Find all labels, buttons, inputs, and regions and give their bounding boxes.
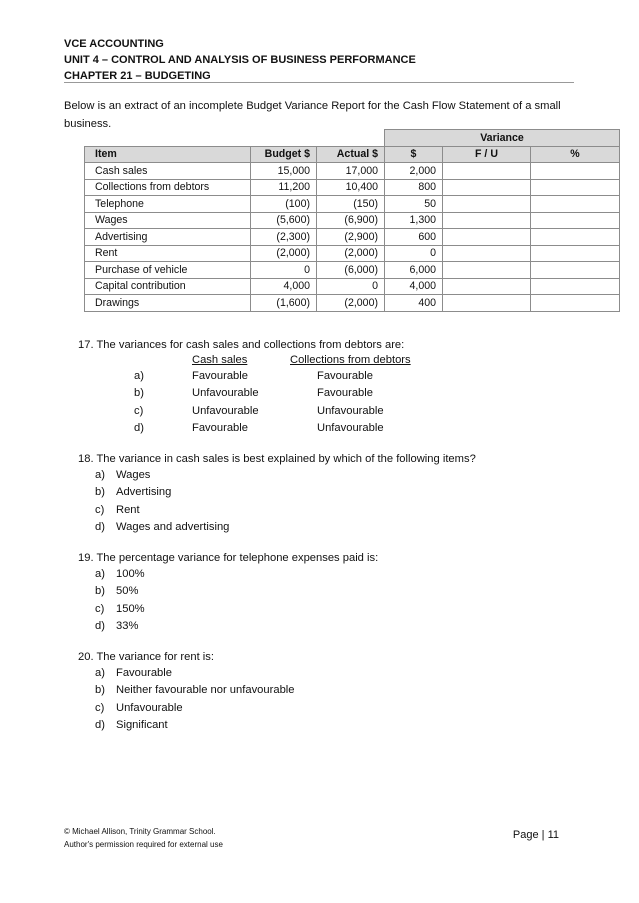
cell-item: Rent xyxy=(85,245,251,262)
q18-option-text: Advertising xyxy=(116,486,172,499)
header-divider xyxy=(64,82,574,83)
q17-option-cash-sales: Unfavourable xyxy=(192,387,259,400)
q19-option-text: 50% xyxy=(116,585,139,598)
page-number: Page | 11 xyxy=(512,829,559,841)
cell-variance: 6,000 xyxy=(385,262,443,279)
cell-actual: 0 xyxy=(317,278,385,295)
q17-option-collections: Unfavourable xyxy=(317,421,384,434)
q17-option-label: c) xyxy=(134,404,144,417)
cell-actual: 10,400 xyxy=(317,179,385,196)
col-header-actual: Actual $ xyxy=(317,146,385,163)
cell-budget: 11,200 xyxy=(251,179,317,196)
q19-option-text: 150% xyxy=(116,602,145,615)
cell-variance: 50 xyxy=(385,196,443,213)
q19-option-label: b) xyxy=(95,585,105,598)
header-chapter: CHAPTER 21 – BUDGETING xyxy=(64,70,211,82)
cell-variance: 800 xyxy=(385,179,443,196)
q19-option-label: d) xyxy=(95,620,105,633)
cell-fu xyxy=(443,262,531,279)
q18-option-label: a) xyxy=(95,469,105,481)
cell-fu xyxy=(443,179,531,196)
cell-actual: (6,000) xyxy=(317,262,385,279)
q20-option-label: c) xyxy=(95,701,105,714)
q17-option-cash-sales: Favourable xyxy=(192,370,248,382)
cell-percent xyxy=(531,278,620,295)
cell-variance: 600 xyxy=(385,229,443,246)
table-row xyxy=(85,196,620,213)
cell-item: Collections from debtors xyxy=(85,179,251,196)
col-header-fu: F / U xyxy=(443,146,531,163)
footer-copyright xyxy=(64,825,223,851)
cell-percent xyxy=(531,179,620,196)
q17-option-collections: Favourable xyxy=(317,387,373,400)
q18-option-label: c) xyxy=(95,503,105,516)
cell-variance: 2,000 xyxy=(385,163,443,180)
intro-paragraph: Below is an extract of an incomplete Budget Variance Report for the Cash Flow Statement of a small business. xyxy=(64,100,561,130)
q18-option-label: d) xyxy=(95,521,105,534)
cell-item: Advertising xyxy=(85,229,251,246)
q18-option-text: Rent xyxy=(116,503,140,516)
variance-group-header: Variance xyxy=(385,130,620,147)
col-header-variance-dollar: $ xyxy=(385,146,443,163)
cell-budget: (100) xyxy=(251,196,317,213)
q17-col-cash-sales: Cash sales xyxy=(192,354,248,366)
q20-option-text: Favourable xyxy=(116,667,172,679)
question-19: 19. The percentage variance for telephone expenses paid is: xyxy=(78,552,379,564)
cell-percent xyxy=(531,229,620,246)
q18-option-text: Wages and advertising xyxy=(116,521,230,534)
q19-option-label: c) xyxy=(95,602,105,615)
cell-budget: 4,000 xyxy=(251,278,317,295)
q18-option-label: b) xyxy=(95,486,105,499)
q17-option-collections: Favourable xyxy=(317,370,373,382)
table-row xyxy=(85,179,620,196)
q17-option-cash-sales: Favourable xyxy=(192,421,248,434)
header-subject: VCE ACCOUNTING xyxy=(64,38,164,50)
table-row xyxy=(85,163,620,180)
cell-variance: 1,300 xyxy=(385,212,443,229)
col-header-budget: Budget $ xyxy=(251,146,317,163)
cell-variance: 0 xyxy=(385,245,443,262)
cell-fu xyxy=(443,196,531,213)
cell-fu xyxy=(443,295,531,312)
q19-option-text: 100% xyxy=(116,568,145,580)
q19-option-text: 33% xyxy=(116,620,139,633)
q17-option-label: a) xyxy=(134,370,144,382)
table-row xyxy=(85,229,620,246)
cell-actual: (6,900) xyxy=(317,212,385,229)
cell-item: Drawings xyxy=(85,295,251,312)
cell-budget: 15,000 xyxy=(251,163,317,180)
cell-actual: (2,900) xyxy=(317,229,385,246)
cell-item: Purchase of vehicle xyxy=(85,262,251,279)
cell-item: Wages xyxy=(85,212,251,229)
cell-budget: (5,600) xyxy=(251,212,317,229)
cell-fu xyxy=(443,163,531,180)
cell-percent xyxy=(531,196,620,213)
cell-actual: 17,000 xyxy=(317,163,385,180)
budget-variance-table xyxy=(84,129,620,312)
q17-col-collections: Collections from debtors xyxy=(290,354,411,366)
footer-permission-line: Author's permission required for external use xyxy=(64,840,223,849)
cell-item: Capital contribution xyxy=(85,278,251,295)
table-header-row xyxy=(85,146,620,163)
cell-variance: 400 xyxy=(385,295,443,312)
cell-fu xyxy=(443,245,531,262)
cell-percent xyxy=(531,212,620,229)
cell-budget: 0 xyxy=(251,262,317,279)
cell-item: Telephone xyxy=(85,196,251,213)
cell-fu xyxy=(443,229,531,246)
cell-budget: (2,000) xyxy=(251,245,317,262)
q20-option-label: b) xyxy=(95,684,105,697)
document-header xyxy=(64,36,574,84)
q17-option-label: b) xyxy=(134,387,144,400)
cell-percent xyxy=(531,163,620,180)
q17-option-cash-sales: Unfavourable xyxy=(192,404,259,417)
col-header-item: Item xyxy=(85,146,251,163)
cell-actual: (150) xyxy=(317,196,385,213)
q20-option-text: Significant xyxy=(116,719,168,732)
header-unit: UNIT 4 – CONTROL AND ANALYSIS OF BUSINESS PERFORMANCE xyxy=(64,54,416,66)
cell-actual: (2,000) xyxy=(317,295,385,312)
q17-option-collections: Unfavourable xyxy=(317,404,384,417)
q20-option-text: Neither favourable nor unfavourable xyxy=(116,684,295,697)
q20-option-label: d) xyxy=(95,719,105,732)
table-row xyxy=(85,212,620,229)
cell-budget: (1,600) xyxy=(251,295,317,312)
cell-actual: (2,000) xyxy=(317,245,385,262)
q20-option-label: a) xyxy=(95,667,105,679)
question-18: 18. The variance in cash sales is best explained by which of the following items? xyxy=(78,453,476,465)
table-group-header-row xyxy=(85,130,620,147)
cell-percent xyxy=(531,295,620,312)
table-row xyxy=(85,295,620,312)
q18-option-text: Wages xyxy=(116,469,151,481)
table-row xyxy=(85,245,620,262)
cell-percent xyxy=(531,262,620,279)
cell-item: Cash sales xyxy=(85,163,251,180)
cell-variance: 4,000 xyxy=(385,278,443,295)
footer-copyright-line: © Michael Allison, Trinity Grammar School. xyxy=(64,827,216,836)
q19-option-label: a) xyxy=(95,568,105,580)
table-row xyxy=(85,278,620,295)
col-header-percent: % xyxy=(531,146,620,163)
cell-budget: (2,300) xyxy=(251,229,317,246)
cell-fu xyxy=(443,278,531,295)
cell-percent xyxy=(531,245,620,262)
q20-option-text: Unfavourable xyxy=(116,701,183,714)
question-20: 20. The variance for rent is: xyxy=(78,651,214,663)
q17-option-label: d) xyxy=(134,421,144,434)
table-row xyxy=(85,262,620,279)
question-17: 17. The variances for cash sales and collections from debtors are: xyxy=(78,339,405,351)
cell-fu xyxy=(443,212,531,229)
